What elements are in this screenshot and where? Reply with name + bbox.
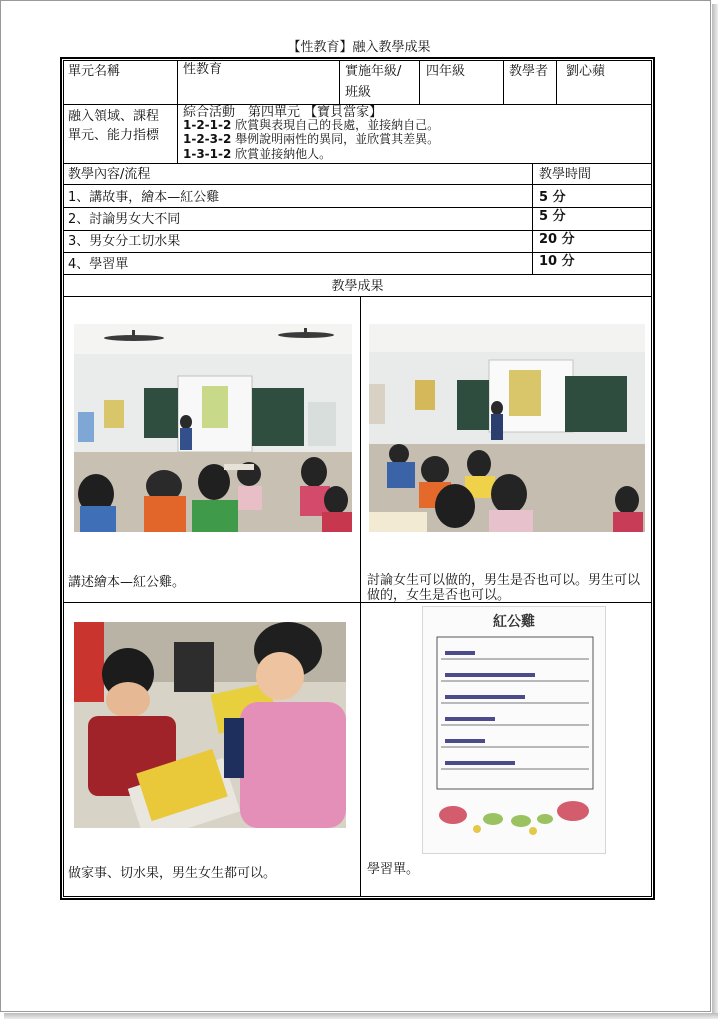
indicator-code: 1-3-1-2 [183,147,232,161]
photo-caption: 講述繪本—紅公雞。 [68,575,186,590]
indicator-text: 舉例說明兩性的異同，並欣賞其差異。 [235,132,440,146]
row-divider [63,296,652,297]
row-divider [63,163,652,164]
grade-value: 四年級 [426,64,466,79]
time-header: 教學時間 [539,167,592,182]
page-shadow [712,4,718,1019]
process-row-time: 20 分 [539,232,575,247]
row-divider [63,274,652,275]
photo-caption: 做家事、切水果，男生女生都可以。 [68,866,277,881]
row-divider [63,184,652,185]
process-header: 教學內容/流程 [68,167,151,182]
col-divider [177,60,178,164]
indicator [183,147,331,161]
process-row-time: 5 分 [539,209,566,224]
process-row-time: 10 分 [539,254,575,269]
indicator-code: 1-2-3-2 [183,132,232,146]
page-shadow [4,1013,718,1019]
teacher-value: 劉心蘋 [566,64,606,79]
domain-label: 單元、能力指標 [68,128,160,143]
unit-label: 單元名稱 [68,64,121,79]
cutting-fruit-photo [74,622,346,828]
indicator-text: 欣賞並接納他人。 [235,147,332,161]
indicator [183,118,439,132]
col-divider [339,60,340,104]
col-divider [360,296,361,897]
worksheet-title: 紅公雞 [493,614,535,630]
grade-label: 實施年級/ [345,64,402,79]
indicator-code: 1-2-1-2 [183,118,232,132]
photo-caption: 討論女生可以做的，男生是否也可以。男生可以做的，女生是否也可以。 [367,573,641,603]
process-row-content: 2、討論男女大不同 [68,212,181,227]
process-row-time: 5 分 [539,190,566,205]
col-divider [503,60,504,104]
photo-caption: 學習單。 [367,862,420,877]
document-title: 【性教育】融入教學成果 [287,40,431,55]
worksheet-photo [422,606,606,854]
domain-label: 融入領域、課程 [68,109,160,124]
classroom-story-photo [74,324,352,532]
worksheet-lines [423,607,605,853]
course-name: 綜合活動 第四單元 【寶貝當家】 [183,105,383,120]
results-header: 教學成果 [331,279,384,294]
classroom-story-image [74,324,352,532]
classroom-discussion-image [369,324,645,532]
process-row-content: 1、講故事，繪本—紅公雞 [68,190,220,205]
process-row-content: 3、男女分工切水果 [68,234,181,249]
process-row-content: 4、學習單 [68,257,129,272]
col-divider [556,60,557,104]
grade-label: 班級 [345,85,372,100]
indicator [183,132,439,146]
col-divider [419,60,420,104]
col-divider [532,163,533,274]
cutting-fruit-image [74,622,346,828]
unit-value: 性教育 [183,62,223,77]
teacher-label: 教學者 [509,64,549,79]
classroom-discussion-photo [369,324,645,532]
indicator-text: 欣賞與表現自己的長處，並接納自己。 [235,118,440,132]
